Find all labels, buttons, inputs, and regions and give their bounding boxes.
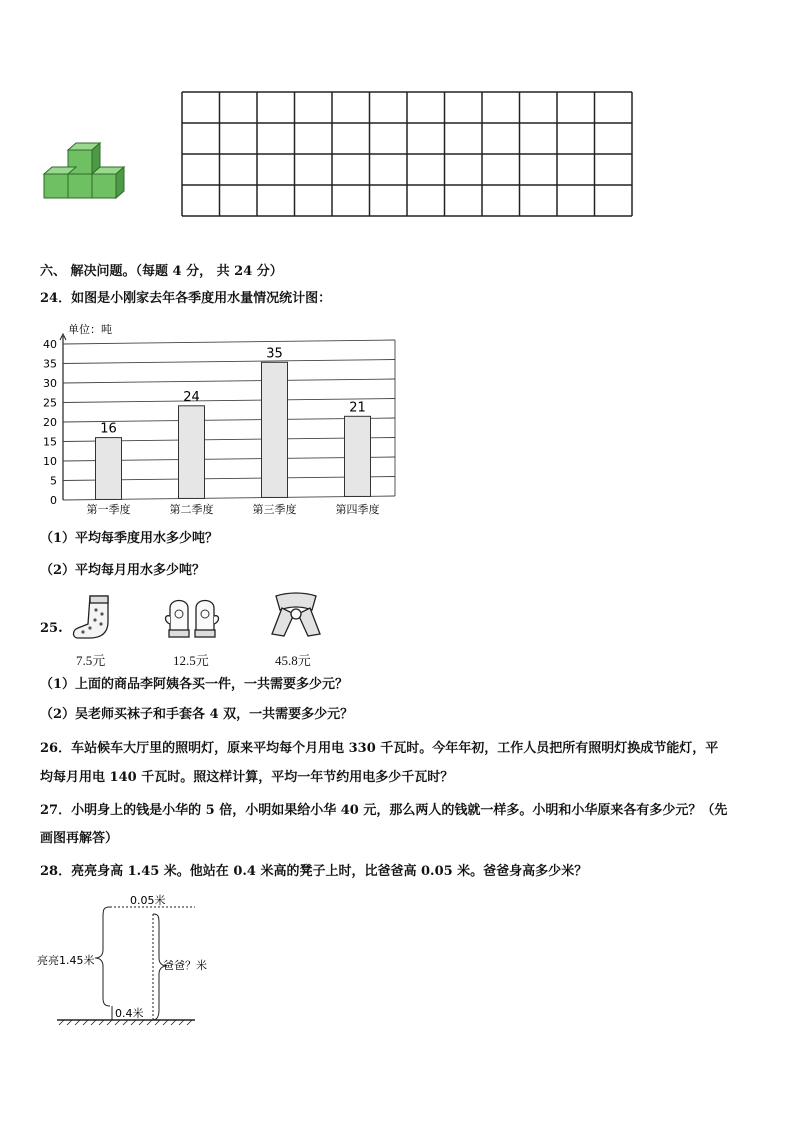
chart-bar: [179, 406, 205, 499]
chart-y-tick-label: 15: [43, 435, 57, 449]
chart-unit-label: 单位：吨: [68, 323, 112, 336]
question-27-line1: 27．小明身上的钱是小华的 5 倍，小明如果给小华 40 元，那么两人的钱就一样多。小明和小华原来各有多少元？（先: [40, 803, 728, 818]
chart-gridline: [63, 399, 395, 403]
section-heading: 六、 解决问题。（每题 4 分， 共 24 分）: [40, 264, 283, 279]
chart-bar-value-label: 35: [266, 346, 283, 362]
chart-bar-value-label: 16: [100, 421, 117, 437]
chart-x-tick-label: 第二季度: [169, 503, 214, 516]
chart-bar: [262, 362, 288, 497]
question-24-sub1: （1）平均每季度用水多少吨？: [40, 531, 219, 546]
chart-x-tick-label: 第四季度: [335, 503, 380, 516]
sock-icon: [68, 592, 124, 642]
chart-y-tick-label: 40: [43, 338, 57, 351]
chart-y-tick-label: 10: [43, 455, 57, 468]
sock-price: 7.5元: [76, 653, 106, 668]
cube-figure: [40, 140, 130, 202]
question-25-number: 25.: [40, 621, 63, 636]
question-26-line1: 26．车站候车大厅里的照明灯，原来平均每个月用电 330 千瓦时。今年年初，工作人员把所有照明灯换成节能灯，平: [40, 741, 719, 756]
diagram-left-label: 亮亮1.45米: [37, 954, 95, 967]
mitten-price: 12.5元: [173, 653, 209, 668]
chart-y-tick-label: 5: [50, 474, 57, 488]
question-27-line2: 画图再解答）: [40, 831, 119, 846]
chart-bar: [345, 416, 371, 496]
chart-bar-value-label: 21: [349, 400, 366, 416]
chart-gridline: [63, 360, 395, 364]
chart-x-tick-label: 第一季度: [86, 503, 131, 516]
mitten-icon: [162, 592, 226, 642]
chart-y-tick-label: 35: [43, 357, 57, 371]
chart-x-tick-label: 第三季度: [252, 503, 297, 516]
chart-gridline: [63, 340, 395, 344]
scarf-icon: [268, 590, 324, 644]
question-24-sub2: （2）平均每月用水多少吨？: [40, 563, 206, 578]
chart-y-tick-label: 20: [43, 416, 57, 429]
chart-y-tick-label: 30: [43, 377, 57, 390]
height-diagram: [35, 890, 225, 1030]
water-usage-chart: [30, 318, 410, 523]
question-25-sub1: （1）上面的商品李阿姨各买一件，一共需要多少元？: [40, 677, 349, 692]
question-26-line2: 均每月用电 140 千瓦时。照这样计算，平均一年节约用电多少千瓦时？: [40, 770, 454, 785]
question-28: 28．亮亮身高 1.45 米。他站在 0.4 米高的凳子上时，比爸爸高 0.05 米。爸爸身高多少米？: [40, 864, 588, 879]
question-25-sub2: （2）吴老师买袜子和手套各 4 双，一共需要多少元？: [40, 707, 354, 722]
chart-bar-value-label: 24: [183, 389, 200, 405]
chart-y-tick-label: 25: [43, 396, 57, 410]
scarf-price: 45.8元: [275, 653, 311, 668]
question-24: 24．如图是小刚家去年各季度用水量情况统计图：: [40, 291, 332, 306]
diagram-right-label: 爸爸？米: [163, 959, 207, 972]
drawing-grid: [180, 90, 635, 220]
chart-y-tick-label: 0: [50, 494, 57, 507]
chart-bar: [96, 438, 122, 500]
chart-gridline: [63, 379, 395, 383]
diagram-top-label: 0.05米: [130, 894, 166, 907]
diagram-stool-label: 0.4米: [115, 1007, 144, 1020]
